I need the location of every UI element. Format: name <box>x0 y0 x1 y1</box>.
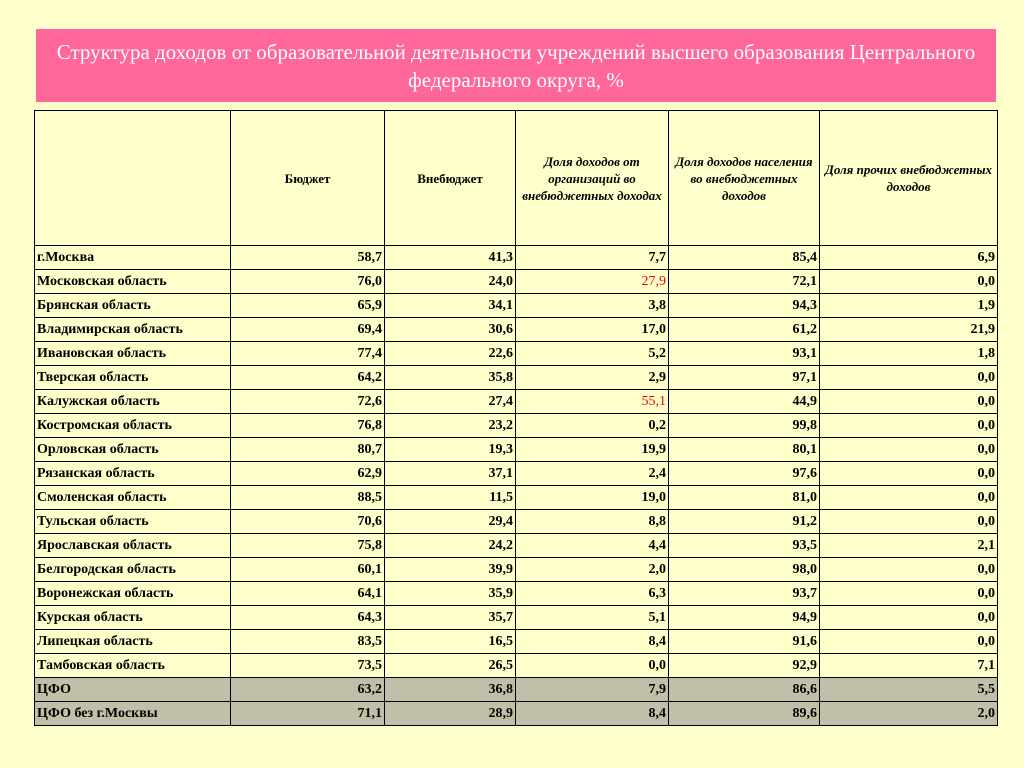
value-cell: 7,9 <box>516 678 669 702</box>
value-cell: 34,1 <box>385 294 516 318</box>
value-cell: 89,6 <box>669 702 820 726</box>
region-cell: ЦФО без г.Москвы <box>35 702 231 726</box>
region-cell: Липецкая область <box>35 630 231 654</box>
value-cell: 2,4 <box>516 462 669 486</box>
value-cell: 61,2 <box>669 318 820 342</box>
table-header-row <box>35 111 998 246</box>
value-cell: 0,0 <box>820 414 998 438</box>
region-cell: г.Москва <box>35 246 231 270</box>
value-cell: 36,8 <box>385 678 516 702</box>
value-cell: 0,0 <box>820 558 998 582</box>
value-cell: 2,9 <box>516 366 669 390</box>
value-cell: 3,8 <box>516 294 669 318</box>
region-cell: Рязанская область <box>35 462 231 486</box>
header-organizations-share: Доля доходов от организаций во внебюджетных доходах <box>516 111 669 246</box>
region-cell: Тамбовская область <box>35 654 231 678</box>
header-region <box>35 111 231 246</box>
value-cell: 35,7 <box>385 606 516 630</box>
value-cell: 64,3 <box>231 606 385 630</box>
value-cell: 26,5 <box>385 654 516 678</box>
value-cell: 1,8 <box>820 342 998 366</box>
value-cell: 62,9 <box>231 462 385 486</box>
value-cell: 97,1 <box>669 366 820 390</box>
table-row <box>35 342 998 366</box>
region-cell: ЦФО <box>35 678 231 702</box>
value-cell: 30,6 <box>385 318 516 342</box>
value-cell: 76,8 <box>231 414 385 438</box>
summary-row <box>35 678 998 702</box>
table-row <box>35 294 998 318</box>
table-row <box>35 606 998 630</box>
value-cell: 0,0 <box>820 486 998 510</box>
value-cell: 91,2 <box>669 510 820 534</box>
value-cell: 0,0 <box>820 462 998 486</box>
value-cell: 72,6 <box>231 390 385 414</box>
value-cell: 16,5 <box>385 630 516 654</box>
value-cell: 64,1 <box>231 582 385 606</box>
value-cell: 2,0 <box>516 558 669 582</box>
value-cell: 58,7 <box>231 246 385 270</box>
value-cell: 0,0 <box>820 270 998 294</box>
value-cell: 2,1 <box>820 534 998 558</box>
value-cell: 0,0 <box>820 438 998 462</box>
value-cell: 76,0 <box>231 270 385 294</box>
value-cell: 81,0 <box>669 486 820 510</box>
value-cell: 29,4 <box>385 510 516 534</box>
region-cell: Белгородская область <box>35 558 231 582</box>
region-cell: Костромская область <box>35 414 231 438</box>
table-row <box>35 270 998 294</box>
income-structure-table <box>34 110 998 726</box>
value-cell: 5,5 <box>820 678 998 702</box>
value-cell: 73,5 <box>231 654 385 678</box>
value-cell: 0,0 <box>820 366 998 390</box>
table-row <box>35 414 998 438</box>
value-cell: 0,0 <box>820 390 998 414</box>
page-title: Структура доходов от образовательной деятельности учреждений высшего образования Центрального федерального округа, % <box>56 39 976 92</box>
value-cell: 60,1 <box>231 558 385 582</box>
value-cell: 8,4 <box>516 702 669 726</box>
table-row <box>35 534 998 558</box>
value-cell: 93,5 <box>669 534 820 558</box>
header-other-share: Доля прочих внебюджетных доходов <box>820 111 998 246</box>
value-cell: 88,5 <box>231 486 385 510</box>
value-cell: 86,6 <box>669 678 820 702</box>
value-cell: 19,9 <box>516 438 669 462</box>
value-cell: 83,5 <box>231 630 385 654</box>
value-cell: 71,1 <box>231 702 385 726</box>
value-cell: 39,9 <box>385 558 516 582</box>
value-cell: 80,7 <box>231 438 385 462</box>
value-cell: 99,8 <box>669 414 820 438</box>
region-cell: Брянская область <box>35 294 231 318</box>
header-budget: Бюджет <box>231 111 385 246</box>
value-cell: 0,0 <box>820 606 998 630</box>
value-cell: 63,2 <box>231 678 385 702</box>
value-cell: 19,3 <box>385 438 516 462</box>
table-row <box>35 366 998 390</box>
value-cell: 65,9 <box>231 294 385 318</box>
table-row <box>35 438 998 462</box>
value-cell: 0,0 <box>516 654 669 678</box>
value-cell: 72,1 <box>669 270 820 294</box>
value-cell: 0,2 <box>516 414 669 438</box>
value-cell: 11,5 <box>385 486 516 510</box>
value-cell: 75,8 <box>231 534 385 558</box>
table-row <box>35 318 998 342</box>
region-cell: Тверская область <box>35 366 231 390</box>
table-row <box>35 510 998 534</box>
value-cell: 27,9 <box>516 270 669 294</box>
region-cell: Владимирская область <box>35 318 231 342</box>
value-cell: 8,4 <box>516 630 669 654</box>
header-population-share: Доля доходов населения во внебюджетных доходов <box>669 111 820 246</box>
value-cell: 22,6 <box>385 342 516 366</box>
value-cell: 55,1 <box>516 390 669 414</box>
region-cell: Калужская область <box>35 390 231 414</box>
value-cell: 6,9 <box>820 246 998 270</box>
table-row <box>35 486 998 510</box>
value-cell: 85,4 <box>669 246 820 270</box>
value-cell: 24,0 <box>385 270 516 294</box>
region-cell: Ярославская область <box>35 534 231 558</box>
value-cell: 98,0 <box>669 558 820 582</box>
value-cell: 35,8 <box>385 366 516 390</box>
table-row <box>35 390 998 414</box>
value-cell: 94,3 <box>669 294 820 318</box>
value-cell: 4,4 <box>516 534 669 558</box>
value-cell: 8,8 <box>516 510 669 534</box>
table-row <box>35 246 998 270</box>
table-row <box>35 558 998 582</box>
region-cell: Ивановская область <box>35 342 231 366</box>
region-cell: Воронежская область <box>35 582 231 606</box>
table-row <box>35 630 998 654</box>
value-cell: 77,4 <box>231 342 385 366</box>
value-cell: 1,9 <box>820 294 998 318</box>
value-cell: 0,0 <box>820 582 998 606</box>
value-cell: 70,6 <box>231 510 385 534</box>
title-banner <box>36 29 996 102</box>
region-cell: Курская область <box>35 606 231 630</box>
region-cell: Тульская область <box>35 510 231 534</box>
value-cell: 19,0 <box>516 486 669 510</box>
value-cell: 0,0 <box>820 630 998 654</box>
value-cell: 24,2 <box>385 534 516 558</box>
table-row <box>35 582 998 606</box>
value-cell: 17,0 <box>516 318 669 342</box>
value-cell: 5,2 <box>516 342 669 366</box>
value-cell: 93,1 <box>669 342 820 366</box>
region-cell: Смоленская область <box>35 486 231 510</box>
value-cell: 97,6 <box>669 462 820 486</box>
table-row <box>35 462 998 486</box>
value-cell: 37,1 <box>385 462 516 486</box>
value-cell: 35,9 <box>385 582 516 606</box>
value-cell: 23,2 <box>385 414 516 438</box>
value-cell: 21,9 <box>820 318 998 342</box>
region-cell: Орловская область <box>35 438 231 462</box>
table-body <box>35 246 998 726</box>
value-cell: 41,3 <box>385 246 516 270</box>
value-cell: 28,9 <box>385 702 516 726</box>
value-cell: 44,9 <box>669 390 820 414</box>
value-cell: 93,7 <box>669 582 820 606</box>
value-cell: 0,0 <box>820 510 998 534</box>
value-cell: 27,4 <box>385 390 516 414</box>
value-cell: 6,3 <box>516 582 669 606</box>
region-cell: Московская область <box>35 270 231 294</box>
summary-row <box>35 702 998 726</box>
value-cell: 80,1 <box>669 438 820 462</box>
header-extrabudget: Внебюджет <box>385 111 516 246</box>
value-cell: 94,9 <box>669 606 820 630</box>
value-cell: 92,9 <box>669 654 820 678</box>
value-cell: 91,6 <box>669 630 820 654</box>
value-cell: 69,4 <box>231 318 385 342</box>
value-cell: 5,1 <box>516 606 669 630</box>
value-cell: 64,2 <box>231 366 385 390</box>
value-cell: 7,1 <box>820 654 998 678</box>
table-row <box>35 654 998 678</box>
value-cell: 2,0 <box>820 702 998 726</box>
value-cell: 7,7 <box>516 246 669 270</box>
